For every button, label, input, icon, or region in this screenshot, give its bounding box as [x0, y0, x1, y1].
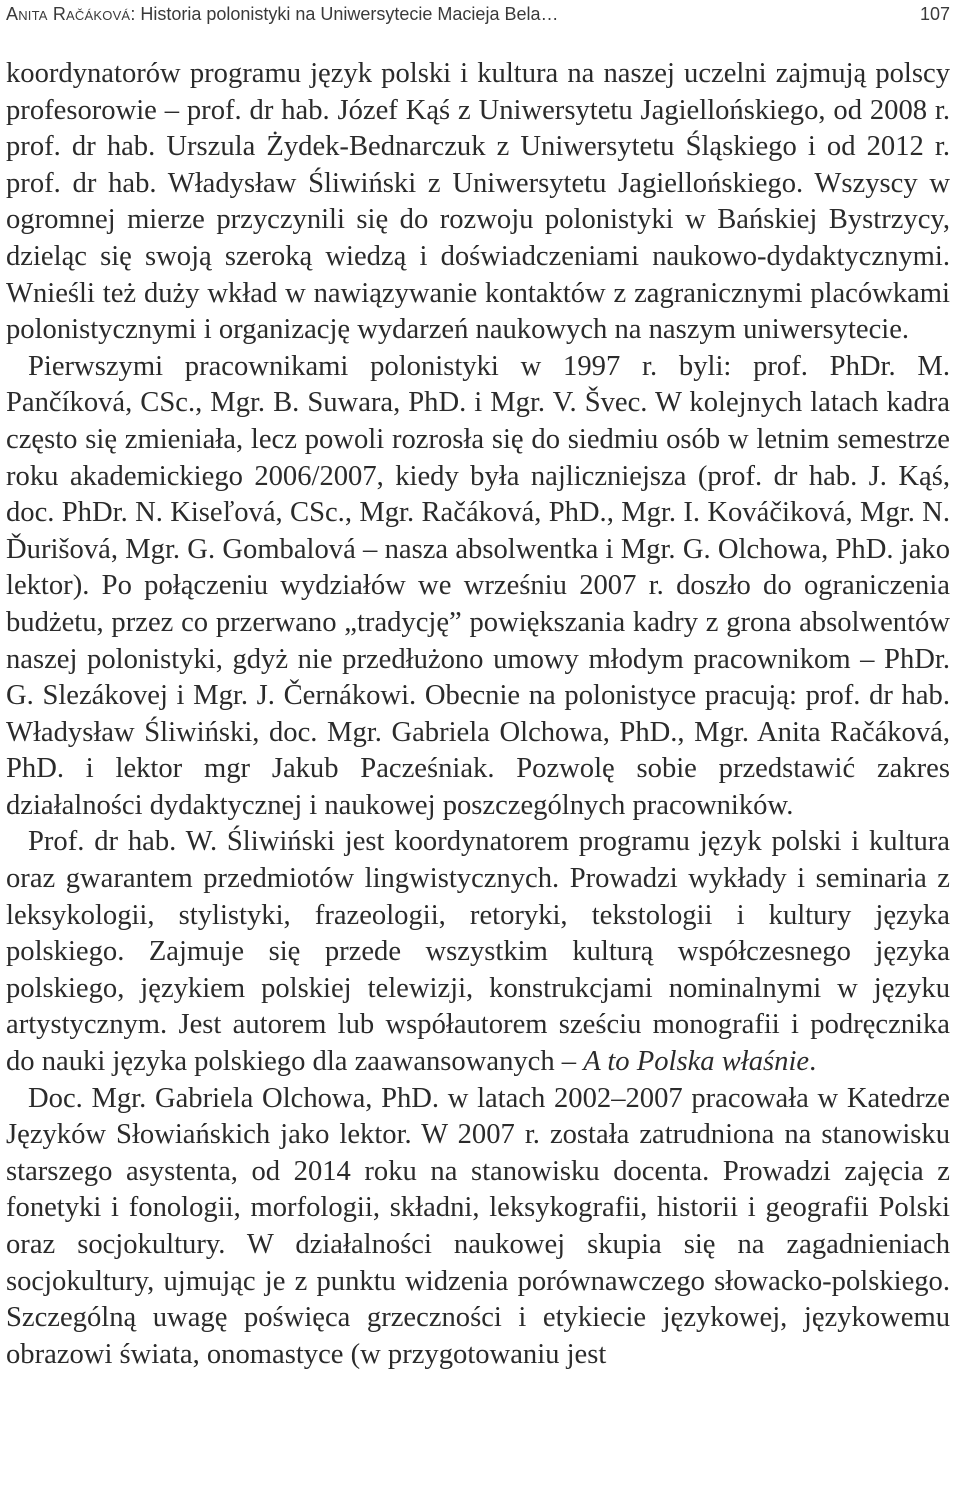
- paragraph-4: Doc. Mgr. Gabriela Olchowa, PhD. w latach 2002–2007 pracowała w Katedrze Języków Słowiańskich jako lektor. W 2007 r. została zatrudniona na stanowisku starszego asystenta, od 2014 roku na stanowisku docenta. Prowadzi zajęcia z fonetyki i fonologii, morfologii, składni, leksykografii, historii i geografii Polski oraz socjokultury. W działalności naukowej skupia się na zagadnieniach socjokultury, ujmując je z punktu widzenia porównawczego słowacko-polskiego. Szczególną uwagę poświęca grzeczności i etykiecie językowej, językowemu obrazowi świata, onomastyce (w przygotowaniu jest: [6, 1082, 950, 1370]
- paragraph-3-text: Prof. dr hab. W. Śliwiński jest koordynatorem programu język polski i kultura oraz gwarantem przedmiotów lingwistycznych. Prowadzi wykłady i seminaria z leksykologii, stylistyki, frazeologii, retoryki, tekstologii i kultury języka polskiego. Zajmuje się przede wszystkim kulturą współczesnego języka polskiego, językiem polskiej telewizji, konstrukcjami nominalnymi w języku artystycznym. Jest autorem lub współautorem sześciu monografii i podręcznika do nauki języka polskiego dla zaawansowanych –: [6, 826, 950, 1078]
- paragraph-1: koordynatorów programu język polski i kultura na naszej uczelni zajmują polscy profesorowie – prof. dr hab. Józef Kąś z Uniwersytetu Jagiellońskiego, od 2008 r. prof. dr hab. Urszula Żydek-Bednarczuk z Uniwersytetu Śląskiego i od 2012 r. prof. dr hab. Władysław Śliwiński z Uniwersytetu Jagiellońskiego. Wszyscy w ogromnej mierze przyczynili się do rozwoju polonistyki w Bańskiej Bystrzycy, dzieląc się swoją szeroką wiedzą i doświadczeniami naukowo-dydaktycznymi. Wnieśli też duży wkład w nawiązywanie kontaktów z zagranicznymi placówkami polonistycznymi i organizację wydarzeń naukowych na naszym uniwersytecie.: [6, 58, 950, 346]
- paragraph-3: [6, 824, 950, 1080]
- paragraph-2: Pierwszymi pracownikami polonistyki w 1997 r. byli: prof. PhDr. M. Pančíková, CSc., Mgr. B. Suwara, PhD. i Mgr. V. Švec. W kolejnych latach kadra często się zmieniała, lecz powoli rozrosła się do siedmiu osób w letnim semestrze roku akademickiego 2006/2007, kiedy była najliczniejsza (prof. dr hab. J. Kąś, doc. PhDr. N. Kiseľová, CSc., Mgr. Račáková, PhD., Mgr. I. Kováčiková, Mgr. N. Ďurišová, Mgr. G. Gombalová – nasza absolwentka i Mgr. G. Olchowa, PhD. jako lektor). Po połączeniu wydziałów we wrześniu 2007 r. doszło do ograniczenia budżetu, przez co przerwano „tradycję” powiększania kadry z grona absolwentów naszej polonistyki, gdyż nie przedłużono umowy młodym pracownikom – PhDr. G. Slezákovej i Mgr. J. Černákowi. Obecnie na polonistyce pracują: prof. dr hab. Władysław Śliwiński, doc. Mgr. Gabriela Olchowa, PhD., Mgr. Anita Račáková, PhD. i lektor mgr Jakub Pacześniak. Pozwolę sobie przedstawić zakres działalności dydaktycznej i naukowej poszczególnych pracowników.: [6, 350, 950, 821]
- paragraph-3-end: .: [809, 1046, 817, 1078]
- book-title: A to Polska właśnie: [583, 1046, 810, 1078]
- running-title: [6, 4, 558, 25]
- body-text: [6, 56, 950, 1373]
- page-number: 107: [919, 4, 950, 24]
- header-title: : Historia polonistyki na Uniwersytecie Macieja Bela…: [130, 4, 559, 24]
- running-header: [6, 4, 950, 32]
- header-author: Anita Račáková: [6, 4, 131, 24]
